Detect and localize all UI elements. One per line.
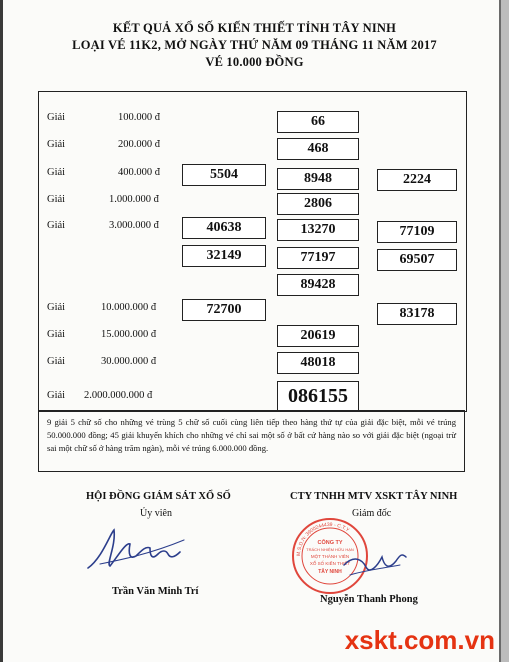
winning-number: 83178 xyxy=(377,303,457,325)
prize-label: Giải xyxy=(47,167,66,178)
company-role: Giám đốc xyxy=(352,508,392,519)
document-header xyxy=(0,20,509,71)
right-signature-scribble xyxy=(340,535,410,585)
winning-number: 69507 xyxy=(377,249,457,271)
supervisory-council-role: Ủy viên xyxy=(140,508,172,519)
special-prize-number: 086155 xyxy=(277,381,359,411)
winning-number: 2806 xyxy=(277,193,359,215)
winning-number: 48018 xyxy=(277,352,359,374)
prize-amount: 400.000 đ xyxy=(118,167,160,178)
prize-label: Giải xyxy=(47,220,66,231)
watermark-logo: xskt.com.vn xyxy=(344,625,495,655)
supervisory-council-signer: Trần Văn Minh Trí xyxy=(112,586,199,597)
seal-line: CÔNG TY xyxy=(317,540,343,546)
winning-number: 72700 xyxy=(182,299,266,321)
seal-line: TRÁCH NHIỆM HỮU HẠN xyxy=(306,547,354,552)
winning-number: 5504 xyxy=(182,164,266,186)
winning-number: 13270 xyxy=(277,219,359,241)
prize-amount: 15.000.000 đ xyxy=(101,329,157,340)
prize-label: Giải xyxy=(47,139,66,150)
prize-amount: 200.000 đ xyxy=(118,139,160,150)
prize-amount: 3.000.000 đ xyxy=(109,220,159,231)
winning-number: 77109 xyxy=(377,221,457,243)
prize-note: 9 giải 5 chữ số cho những vé trùng 5 chữ số cuối cùng liên tiếp theo hàng thứ tự của giải đặc biệt, mỗi vé trúng 50.000.000 đồng; 45 giải khuyến khích cho những vé chỉ sai một số ở bất cứ hàng nào so với giải đặc biệt (ngoại trừ sai một chữ số ở hàng trăm ngàn), mỗi vé trúng 6.000.000 đồng. xyxy=(38,410,465,472)
winning-number: 468 xyxy=(277,138,359,160)
winning-number: 20619 xyxy=(277,325,359,347)
winning-number: 66 xyxy=(277,111,359,133)
results-table xyxy=(38,91,467,412)
header-title: KẾT QUẢ XỔ SỐ KIẾN THIẾT TỈNH TÂY NINH xyxy=(112,21,397,35)
prize-label: Giải xyxy=(47,329,66,340)
seal-ring-text: M.S.D.N: 3900244439 - C.T.Y xyxy=(295,521,351,557)
prize-label: Giải xyxy=(47,302,66,313)
prize-amount: 1.000.000 đ xyxy=(109,194,159,205)
prize-amount: 10.000.000 đ xyxy=(101,302,157,313)
winning-number: 77197 xyxy=(277,247,359,269)
header-ticket-price: VÉ 10.000 ĐỒNG xyxy=(205,55,304,69)
seal-line: MỘT THÀNH VIÊN xyxy=(310,554,350,559)
scan-edge-right xyxy=(501,0,509,662)
prize-label: Giải xyxy=(47,390,66,401)
prize-amount: 30.000.000 đ xyxy=(101,356,157,367)
header-ticket-type: LOẠI VÉ 11K2, MỞ NGÀY THỨ NĂM 09 THÁNG 11 NĂM 2017 xyxy=(72,38,437,52)
prize-amount: 100.000 đ xyxy=(118,112,160,123)
winning-number: 8948 xyxy=(277,168,359,190)
company-signer: Nguyễn Thanh Phong xyxy=(320,594,418,605)
prize-label: Giải xyxy=(47,356,66,367)
left-signature-scribble xyxy=(80,520,190,580)
winning-number: 89428 xyxy=(277,274,359,296)
company-title: CTY TNHH MTV XSKT TÂY NINH xyxy=(290,491,458,502)
prize-label: Giải xyxy=(47,194,66,205)
seal-line: XỔ SỐ KIẾN THIẾT xyxy=(309,561,351,566)
winning-number: 32149 xyxy=(182,245,266,267)
scan-edge-left xyxy=(0,0,3,662)
supervisory-council-title: HỘI ĐỒNG GIÁM SÁT XỔ SỐ xyxy=(86,491,231,502)
prize-amount: 2.000.000.000 đ xyxy=(84,390,153,401)
winning-number: 40638 xyxy=(182,217,266,239)
seal-line: TÂY NINH xyxy=(318,569,342,575)
winning-number: 2224 xyxy=(377,169,457,191)
prize-label: Giải xyxy=(47,112,66,123)
